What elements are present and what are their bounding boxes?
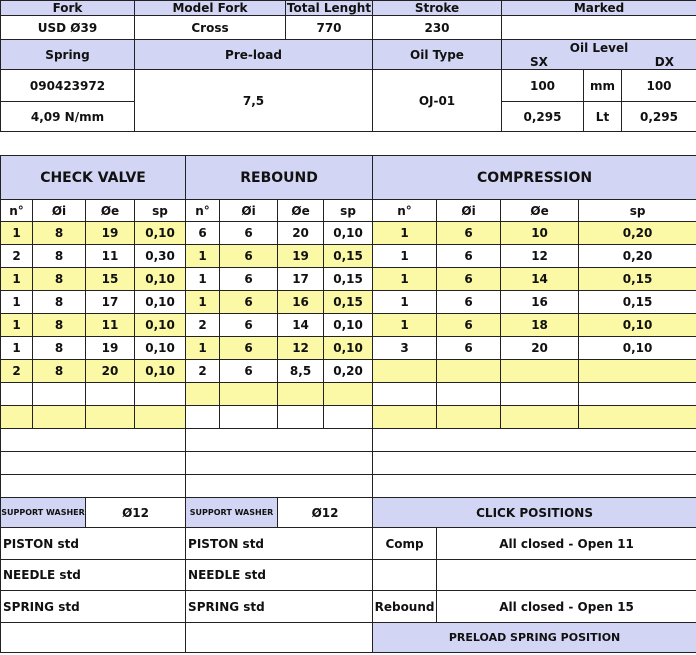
rb-cell: 0,10 (324, 337, 373, 360)
rb-cell: 0,15 (324, 268, 373, 291)
cv-col-n: n° (1, 200, 33, 222)
total-length-label: Total Lenght (286, 1, 372, 15)
model-fork-value: Cross (135, 16, 286, 40)
cv-spring: SPRING std (1, 591, 186, 623)
cv-cell: 1 (1, 268, 33, 291)
empty-cell (135, 383, 186, 406)
empty-cell (373, 406, 437, 429)
cp-cell: 1 (373, 245, 437, 268)
empty-cell (186, 406, 220, 429)
cv-cell: 0,30 (135, 245, 186, 268)
rb-cell: 2 (186, 314, 220, 337)
click-positions-title: CLICK POSITIONS (373, 498, 696, 528)
rebound-title: REBOUND (186, 156, 373, 200)
empty-cell (186, 383, 220, 406)
cp-cell: 6 (437, 291, 501, 314)
cv-cell: 8 (33, 314, 86, 337)
sx-label: SX (530, 54, 548, 69)
rb-cell: 6 (220, 360, 278, 383)
cp-cell: 1 (373, 268, 437, 291)
cp-cell: 1 (373, 222, 437, 245)
rb-cell: 20 (278, 222, 324, 245)
cp-cell (437, 360, 501, 383)
spring-rate: 4,09 N/mm (1, 102, 135, 132)
oil-type-value: OJ-01 (373, 70, 502, 132)
empty-cell (278, 383, 324, 406)
cp-col-de: Øe (501, 200, 579, 222)
empty-cell (33, 383, 86, 406)
rb-cell: 6 (220, 337, 278, 360)
rb-col-de: Øe (278, 200, 324, 222)
rebound-label: Rebound (373, 591, 437, 623)
oil-type-label: Oil Type (373, 40, 502, 70)
empty-cell (437, 560, 696, 591)
sx-lt-value: 0,295 (502, 102, 584, 132)
empty-cell (373, 452, 696, 475)
rb-cell: 8,5 (278, 360, 324, 383)
fork-label: Fork (1, 1, 135, 16)
cv-support-washer-label: SUPPORT WASHER (1, 498, 86, 528)
oil-level-label: Oil Level (569, 40, 629, 55)
cp-col-sp: sp (579, 200, 696, 222)
comp-value: All closed - Open 11 (437, 528, 696, 560)
compression-title: COMPRESSION (373, 156, 696, 200)
empty-cell (373, 560, 437, 591)
empty-cell (86, 383, 135, 406)
empty-cell (373, 475, 696, 498)
rb-cell: 6 (220, 245, 278, 268)
empty-cell (501, 383, 579, 406)
rb-cell: 0,15 (324, 245, 373, 268)
rb-needle: NEEDLE std (186, 560, 373, 591)
marked-value (502, 16, 696, 40)
cp-cell: 6 (437, 268, 501, 291)
cp-cell: 10 (501, 222, 579, 245)
rb-cell: 16 (278, 291, 324, 314)
cp-cell: 0,15 (579, 291, 696, 314)
cv-cell: 1 (1, 337, 33, 360)
rb-col-n: n° (186, 200, 220, 222)
cp-cell: 0,10 (579, 337, 696, 360)
rb-cell: 0,10 (324, 314, 373, 337)
rb-spring: SPRING std (186, 591, 373, 623)
rb-cell: 6 (220, 222, 278, 245)
rb-cell: 0,10 (324, 222, 373, 245)
cp-cell (501, 360, 579, 383)
cv-cell: 0,10 (135, 314, 186, 337)
cp-cell: 18 (501, 314, 579, 337)
cp-cell: 6 (437, 245, 501, 268)
rb-cell: 0,20 (324, 360, 373, 383)
rb-cell: 14 (278, 314, 324, 337)
cv-cell: 0,10 (135, 360, 186, 383)
cv-cell: 20 (86, 360, 135, 383)
empty-cell (135, 406, 186, 429)
oil-level-header (502, 40, 696, 70)
rb-cell: 1 (186, 245, 220, 268)
rb-cell: 6 (220, 291, 278, 314)
empty-cell (437, 383, 501, 406)
empty-cell (1, 406, 33, 429)
cv-piston: PISTON std (1, 528, 186, 560)
cv-cell: 8 (33, 268, 86, 291)
cp-cell: 0,20 (579, 245, 696, 268)
cp-cell: 3 (373, 337, 437, 360)
lt-unit: Lt (584, 102, 622, 132)
cv-cell: 8 (33, 222, 86, 245)
empty-cell (278, 406, 324, 429)
cv-cell: 8 (33, 245, 86, 268)
empty-cell (501, 406, 579, 429)
dx-label: DX (654, 54, 675, 69)
cv-cell: 0,10 (135, 291, 186, 314)
cv-support-washer-value: Ø12 (86, 498, 186, 528)
empty-cell (186, 623, 373, 653)
preload-value: 7,5 (135, 70, 373, 132)
cv-cell: 11 (86, 245, 135, 268)
rb-support-washer-label: SUPPORT WASHER (186, 498, 278, 528)
cp-cell: 6 (437, 337, 501, 360)
empty-cell (1, 452, 186, 475)
empty-cell (1, 429, 186, 452)
empty-cell (186, 429, 373, 452)
empty-cell (33, 406, 86, 429)
cv-cell: 17 (86, 291, 135, 314)
stroke-value: 230 (373, 16, 502, 40)
cv-cell: 0,10 (135, 268, 186, 291)
rb-cell: 17 (278, 268, 324, 291)
cv-cell: 8 (33, 360, 86, 383)
empty-cell (220, 383, 278, 406)
rb-cell: 19 (278, 245, 324, 268)
cv-cell: 11 (86, 314, 135, 337)
preload-spring-position-title: PRELOAD SPRING POSITION (373, 623, 696, 653)
rb-cell: 6 (220, 314, 278, 337)
cp-cell: 14 (501, 268, 579, 291)
dx-lt-value: 0,295 (622, 102, 696, 132)
empty-cell (579, 406, 696, 429)
empty-cell (186, 475, 373, 498)
cv-cell: 0,10 (135, 337, 186, 360)
check-valve-title: CHECK VALVE (1, 156, 186, 200)
rb-cell: 6 (220, 268, 278, 291)
rb-cell: 1 (186, 291, 220, 314)
cv-col-di: Øi (33, 200, 86, 222)
marked-label: Marked (502, 1, 696, 16)
cp-cell: 12 (501, 245, 579, 268)
empty-cell (1, 475, 186, 498)
rb-col-sp: sp (324, 200, 373, 222)
rb-cell: 1 (186, 337, 220, 360)
spring-label: Spring (1, 40, 135, 70)
empty-cell (1, 623, 186, 653)
cp-cell: 1 (373, 291, 437, 314)
cv-cell: 0,10 (135, 222, 186, 245)
rb-support-washer-value: Ø12 (278, 498, 373, 528)
sx-mm-value: 100 (502, 70, 584, 102)
rb-cell: 0,15 (324, 291, 373, 314)
cp-cell (373, 360, 437, 383)
cp-cell: 20 (501, 337, 579, 360)
cv-cell: 1 (1, 222, 33, 245)
empty-cell (220, 406, 278, 429)
cv-cell: 2 (1, 360, 33, 383)
empty-cell (186, 452, 373, 475)
rb-cell: 6 (186, 222, 220, 245)
cv-cell: 2 (1, 245, 33, 268)
rb-cell: 1 (186, 268, 220, 291)
cp-col-di: Øi (437, 200, 501, 222)
cp-cell: 0,15 (579, 268, 696, 291)
empty-cell (579, 383, 696, 406)
stroke-label: Stroke (373, 1, 502, 16)
cp-col-n: n° (373, 200, 437, 222)
empty-cell (373, 429, 696, 452)
cv-cell: 19 (86, 337, 135, 360)
empty-cell (86, 406, 135, 429)
cp-cell (579, 360, 696, 383)
rb-col-di: Øi (220, 200, 278, 222)
cv-col-de: Øe (86, 200, 135, 222)
cv-cell: 8 (33, 291, 86, 314)
empty-cell (324, 383, 373, 406)
fork-info-table (0, 0, 696, 132)
model-fork-label: Model Fork (135, 1, 286, 16)
cv-col-sp: sp (135, 200, 186, 222)
empty-cell (324, 406, 373, 429)
spring-code: 090423972 (1, 70, 135, 102)
rb-cell: 12 (278, 337, 324, 360)
cp-cell: 6 (437, 222, 501, 245)
cp-cell: 0,20 (579, 222, 696, 245)
cp-cell: 16 (501, 291, 579, 314)
empty-cell (1, 383, 33, 406)
dx-mm-value: 100 (622, 70, 696, 102)
total-length-value: 770 (286, 16, 373, 40)
cv-cell: 8 (33, 337, 86, 360)
rb-cell: 2 (186, 360, 220, 383)
cp-cell: 1 (373, 314, 437, 337)
cp-cell: 0,10 (579, 314, 696, 337)
comp-label: Comp (373, 528, 437, 560)
rebound-value: All closed - Open 15 (437, 591, 696, 623)
cp-cell: 6 (437, 314, 501, 337)
mm-unit: mm (584, 70, 622, 102)
preload-label: Pre-load (135, 40, 373, 70)
cv-needle: NEEDLE std (1, 560, 186, 591)
empty-cell (373, 383, 437, 406)
cv-cell: 1 (1, 314, 33, 337)
fork-value: USD Ø39 (1, 16, 135, 40)
rb-piston: PISTON std (186, 528, 373, 560)
cv-cell: 19 (86, 222, 135, 245)
empty-cell (437, 406, 501, 429)
cv-cell: 1 (1, 291, 33, 314)
shim-stack-table (0, 155, 696, 653)
cv-cell: 15 (86, 268, 135, 291)
